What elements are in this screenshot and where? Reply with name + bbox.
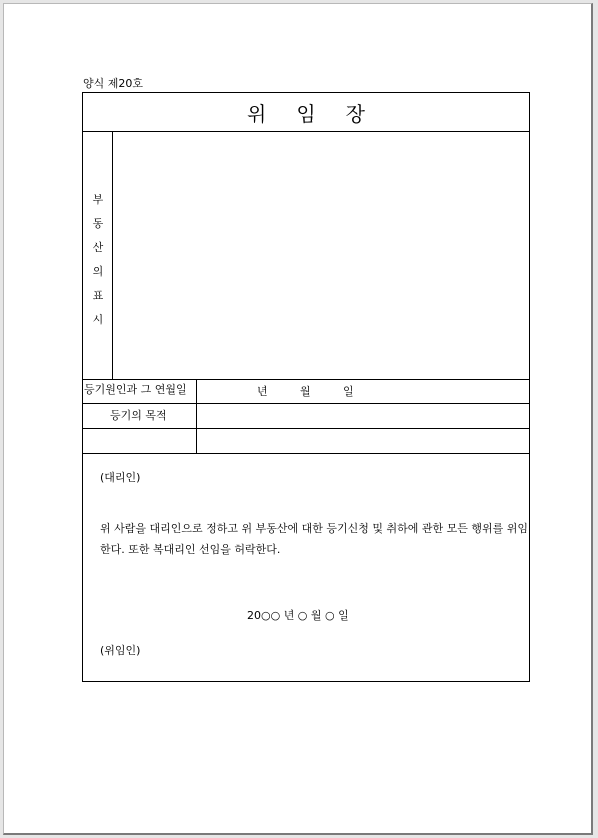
- divider: [83, 428, 529, 429]
- divider: [196, 379, 197, 453]
- principal-label: (위임인): [100, 644, 141, 657]
- month-label: 월: [300, 385, 311, 398]
- document-page: [3, 3, 593, 835]
- form-title: [83, 93, 529, 132]
- power-of-attorney-form: [82, 92, 530, 682]
- property-label-char: 부: [92, 193, 104, 206]
- divider: [83, 379, 529, 380]
- form-number: 양식 제20호: [83, 77, 143, 90]
- title-char: 임: [296, 102, 316, 126]
- title-char: 위: [247, 102, 267, 126]
- property-label: [83, 188, 113, 332]
- property-label-char: 동: [92, 217, 104, 230]
- property-label-char: 의: [92, 265, 104, 278]
- day-label: 일: [343, 385, 354, 398]
- delegation-statement: 위 사람을 대리인으로 정하고 위 부동산에 대한 등기신청 및 취하에 관한 모든 행위를 위임한다. 또한 복대리인 선임을 허락한다.: [100, 522, 528, 556]
- row-label-registration-cause: 등기원인과 그 연월일: [84, 383, 187, 396]
- divider: [83, 453, 529, 454]
- agent-label: (대리인): [100, 471, 141, 484]
- property-label-char: 시: [92, 313, 104, 326]
- title-char: 장: [345, 102, 365, 126]
- property-label-char: 표: [92, 289, 104, 302]
- divider: [83, 131, 529, 132]
- row-label-registration-purpose: 등기의 목적: [110, 409, 167, 422]
- date-line: 20○○ 년 ○ 월 ○ 일: [247, 609, 349, 622]
- property-label-char: 산: [92, 241, 104, 254]
- year-label: 년: [257, 385, 268, 398]
- divider: [83, 403, 529, 404]
